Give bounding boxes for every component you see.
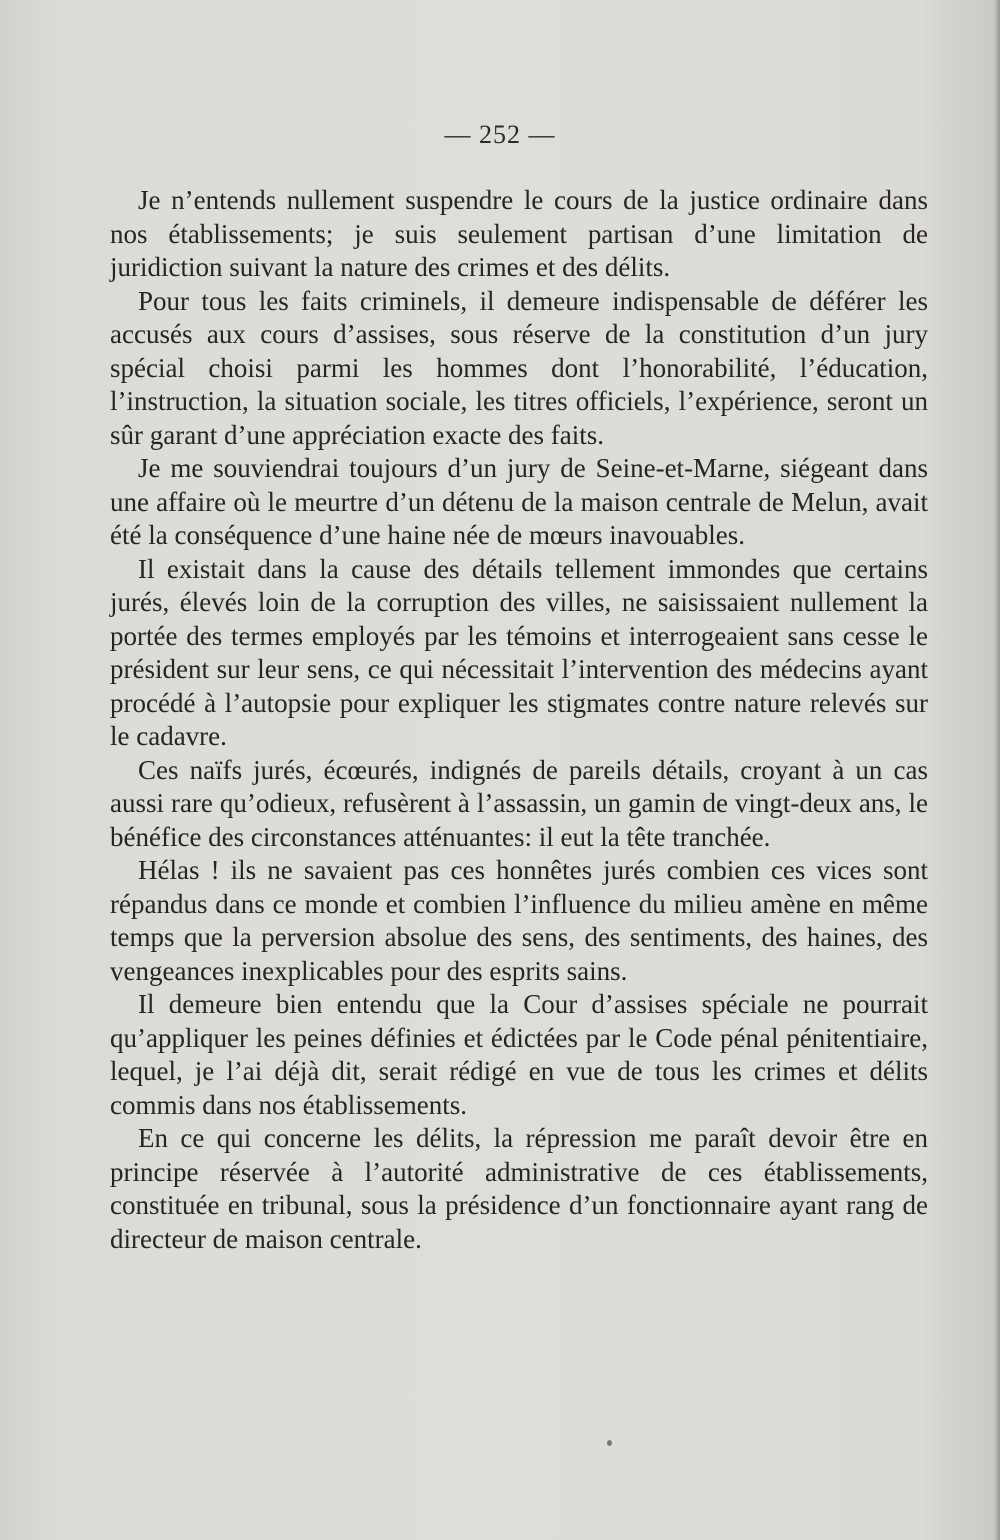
paragraph: En ce qui concerne les délits, la répression me paraît devoir être en principe réservée à l’autorité administrative de ces établissements, constituée en tribunal, sous la présidence d’un fonctionnaire ayant rang de directeur de maison centrale. — [110, 1123, 928, 1254]
paragraph: Ces naïfs jurés, écœurés, indignés de pareils détails, croyant à un cas aussi rare qu’odieux, refusèrent à l’assassin, un gamin de vingt-deux ans, le bénéfice des circonstances atténuantes: il eut la tête tranchée. — [110, 754, 928, 852]
ink-speck — [607, 1440, 612, 1446]
paragraph: Pour tous les faits criminels, il demeure indispensable de déférer les accusés aux cours d’assises, sous réserve de la constitution d’un jury spécial choisi parmi les hommes dont l’honorabilité, l’éducation, l’instruction, la situation sociale, les titres officiels, l’expérience, seront un sûr garant d’une appréciation exacte des faits. — [110, 285, 928, 450]
paragraph: Je me souviendrai toujours d’un jury de Seine-et-Marne, siégeant dans une affaire où le meurtre d’un détenu de la maison centrale de Melun, avait été la conséquence d’une haine née de mœurs inavouables. — [110, 453, 928, 550]
paragraph: Il demeure bien entendu que la Cour d’assises spéciale ne pourrait qu’appliquer les peines définies et édictées par le Code pénal pénitentiaire, lequel, je l’ai déjà dit, serait rédigé en vue de tous les crimes et délits commis dans nos établissements. — [110, 989, 928, 1120]
paragraph: Hélas ! ils ne savaient pas ces honnêtes jurés combien ces vices sont répandus dans ce monde et combien l’influence du milieu amène en même temps que la perversion absolue des sens, des sentiments, des haines, des vengeances inexplicables pour des esprits sains. — [110, 855, 928, 986]
body-text — [110, 184, 928, 1256]
page-number: — 252 — — [444, 120, 556, 149]
paragraph: Je n’entends nullement suspendre le cours de la justice ordinaire dans nos établissements; je suis seulement partisan d’une limitation de juridiction suivant la nature des crimes et des délits. — [110, 185, 928, 282]
paragraph: Il existait dans la cause des détails tellement immondes que certains jurés, élevés loin de la corruption des villes, ne saisissaient nullement la portée des termes employés par les témoins et interrogeaient sans cesse le président sur leur sens, ce qui nécessitait l’intervention des médecins ayant procédé à l’autopsie pour expliquer les stigmates contre nature relevés sur le cadavre. — [110, 553, 928, 751]
